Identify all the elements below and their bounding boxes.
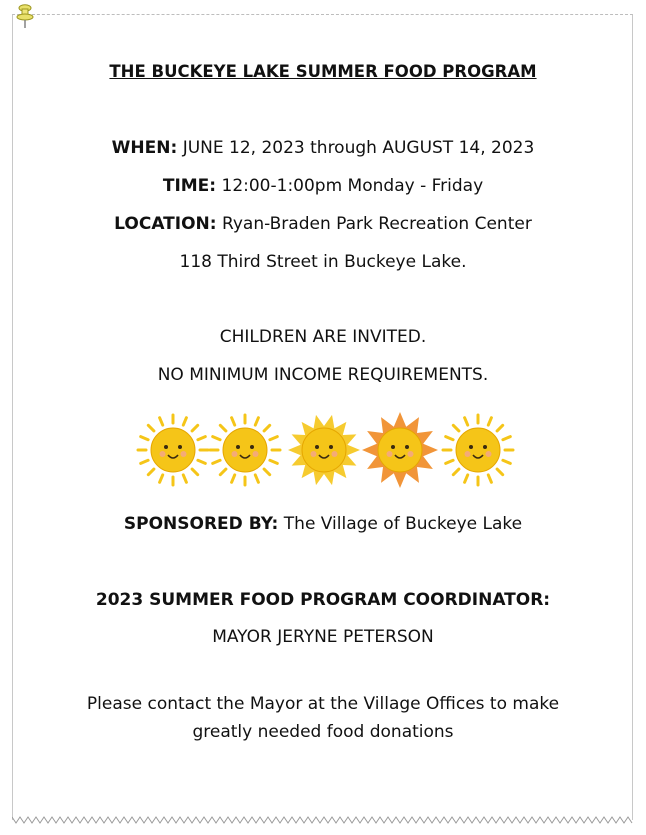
when-line [0, 137, 646, 159]
torn-edge [12, 814, 634, 826]
time-label: TIME: [162, 176, 217, 196]
sponsor-label: SPONSORED BY: [123, 514, 279, 534]
contact-line-2: greatly needed food donations [192, 722, 454, 742]
address-line: 118 Third Street in Buckeye Lake. [179, 252, 467, 272]
sun-icon [443, 415, 513, 485]
coordinator-name: MAYOR JERYNE PETERSON [212, 627, 434, 647]
location-label: LOCATION: [114, 214, 217, 234]
sponsor-line [0, 513, 646, 535]
invite-line: CHILDREN ARE INVITED. [219, 327, 427, 347]
coordinator-heading: 2023 SUMMER FOOD PROGRAM COORDINATOR: [95, 590, 551, 610]
location-line [0, 213, 646, 235]
when-label: WHEN: [111, 138, 178, 158]
sun-icon [288, 415, 360, 485]
contact-line-1: Please contact the Mayor at the Village Offices to make [86, 694, 560, 714]
income-line: NO MINIMUM INCOME REQUIREMENTS. [157, 365, 489, 385]
time-line [0, 175, 646, 197]
suns-illustration [128, 404, 516, 496]
pushpin-icon [14, 3, 36, 29]
time-value: 12:00-1:00pm Monday - Friday [221, 176, 484, 196]
sponsor-value: The Village of Buckeye Lake [283, 514, 523, 534]
sun-icon [210, 415, 280, 485]
sun-icon [138, 415, 208, 485]
location-value: Ryan-Braden Park Recreation Center [221, 214, 532, 234]
flyer-title: THE BUCKEYE LAKE SUMMER FOOD PROGRAM [109, 62, 537, 81]
when-value: JUNE 12, 2023 through AUGUST 14, 2023 [182, 138, 535, 158]
sun-icon [362, 412, 438, 488]
